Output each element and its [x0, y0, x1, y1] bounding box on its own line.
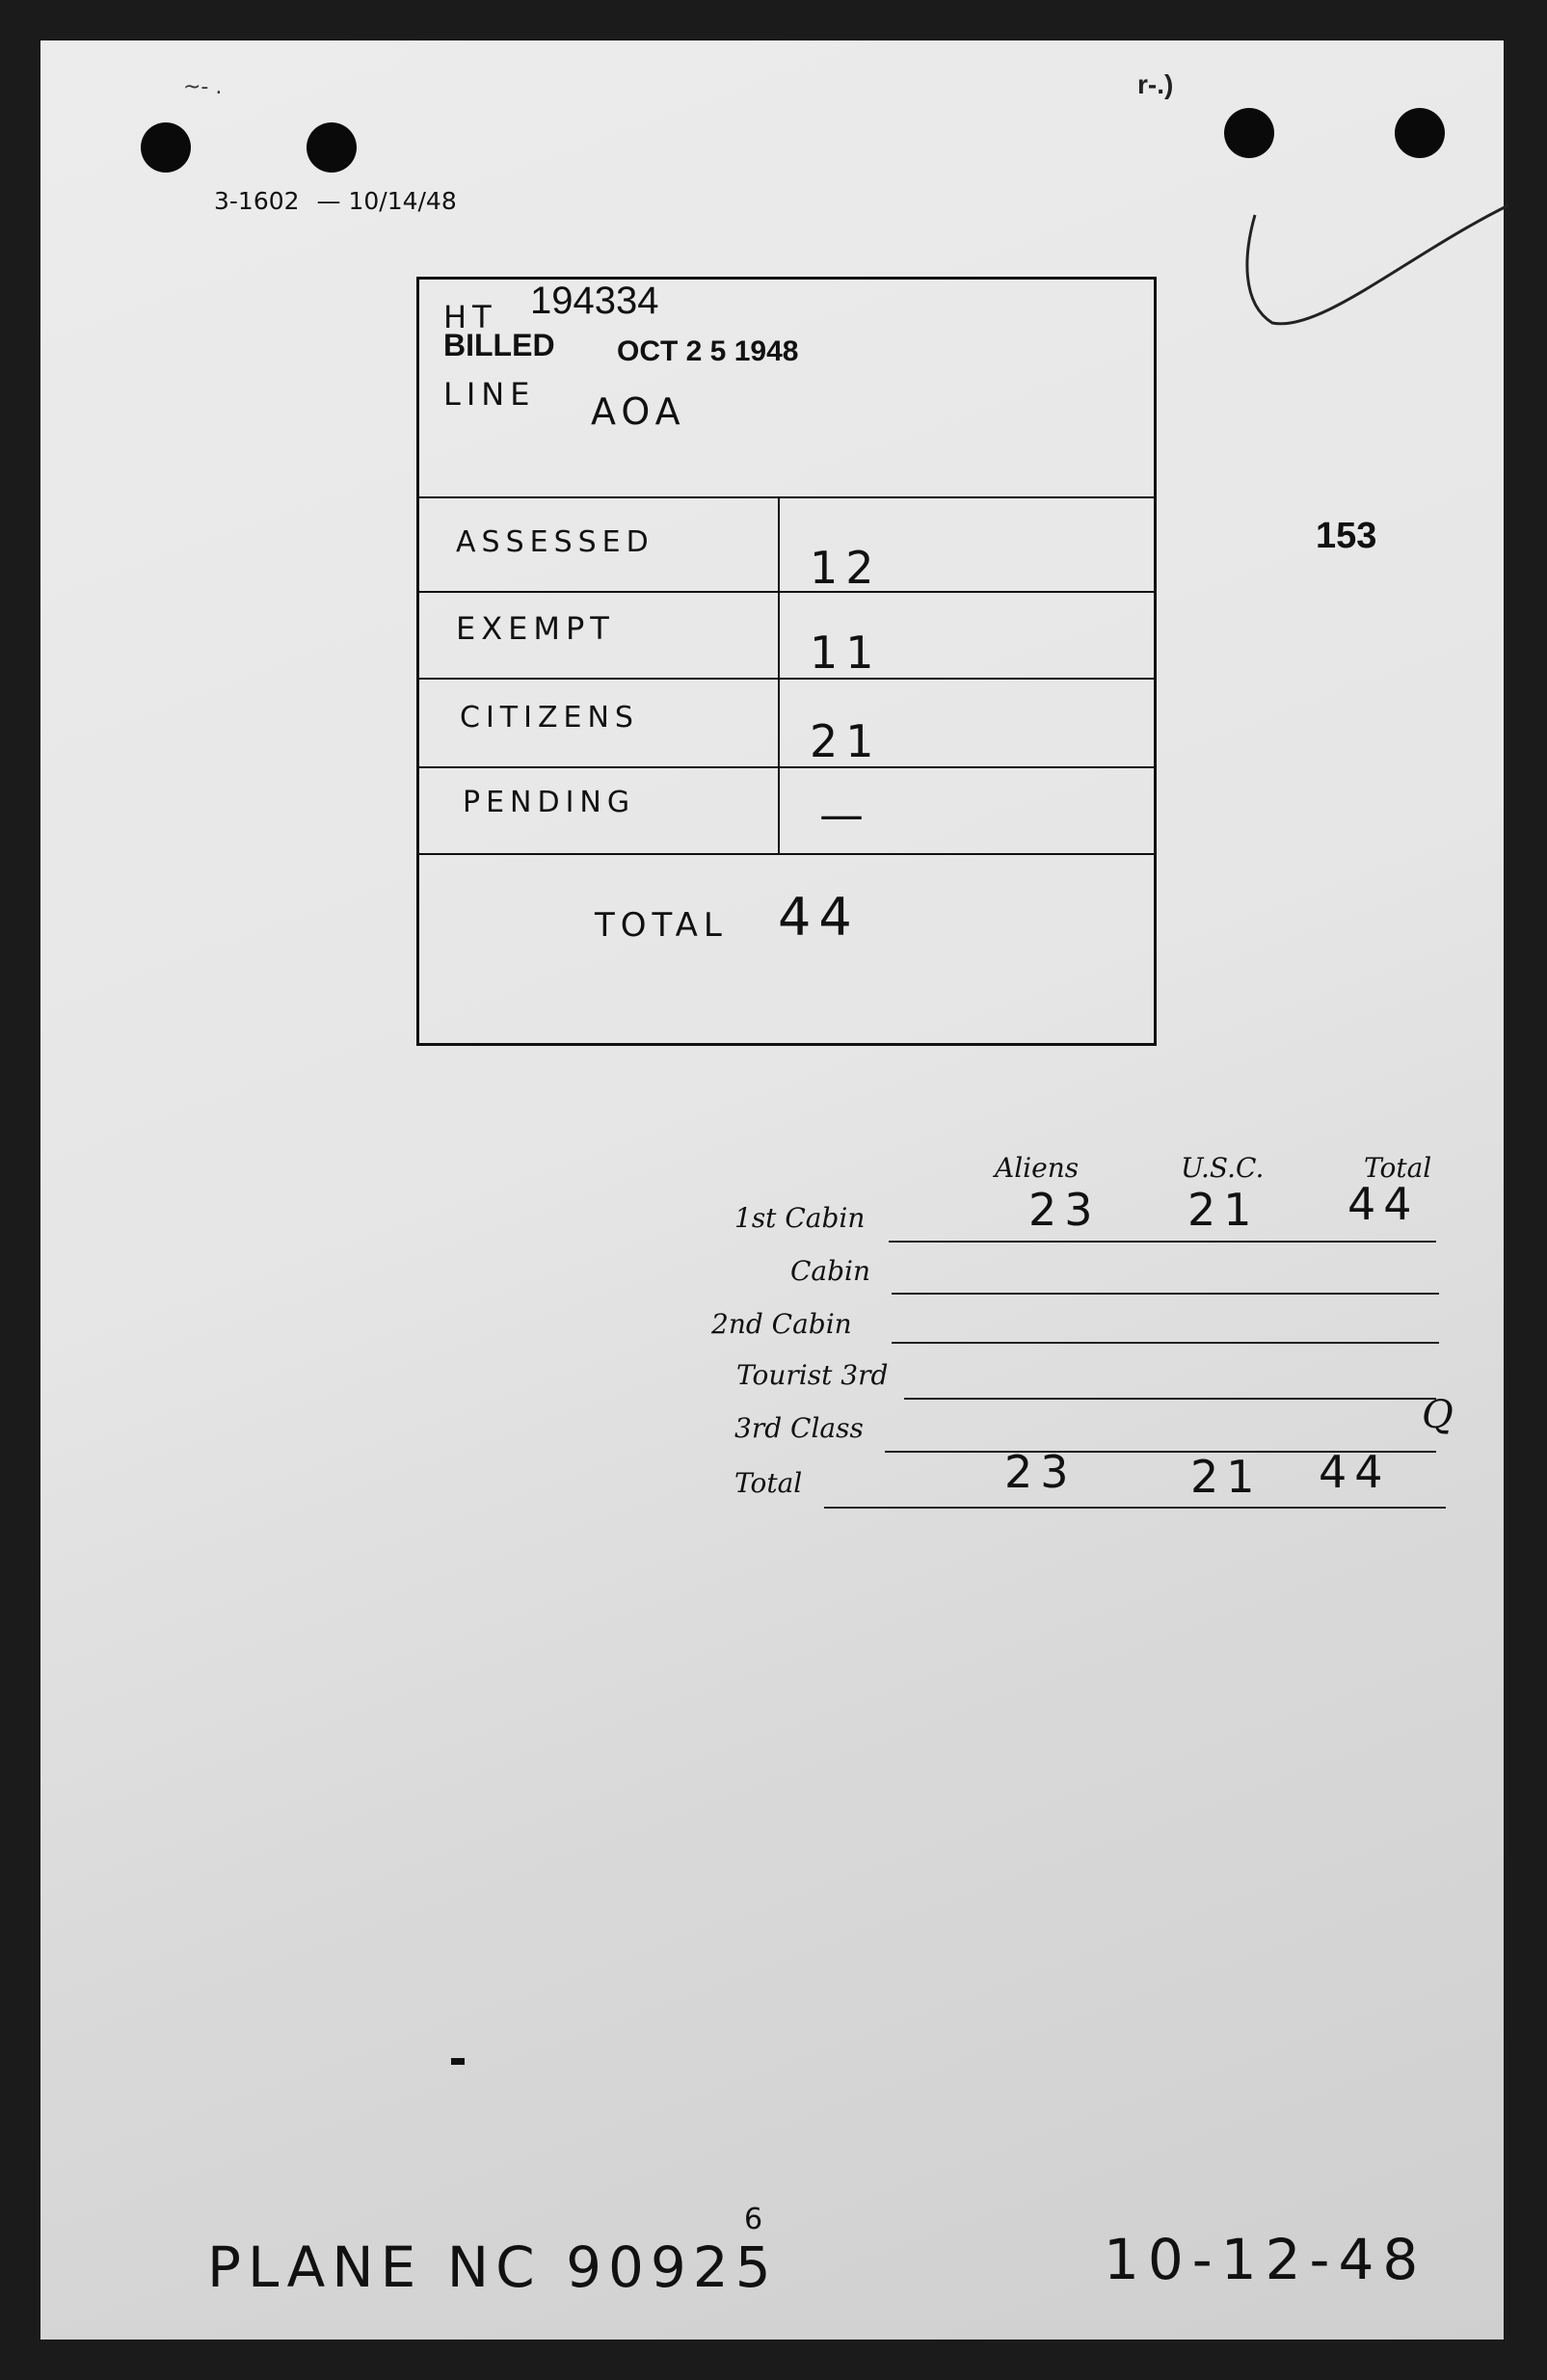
check-mark-icon: [1234, 198, 1513, 342]
billed-date-stamp: OCT 2 5 1948: [617, 335, 799, 367]
total-label: TOTAL: [595, 906, 728, 945]
row-label-cabin: Cabin: [790, 1255, 871, 1287]
ht-label: HT: [443, 299, 497, 335]
punch-hole: [1395, 108, 1445, 158]
punch-hole: [141, 122, 191, 173]
line-label: LINE: [443, 376, 536, 413]
exempt-value: 11: [810, 627, 882, 679]
ht-number: 194334: [530, 280, 659, 322]
exempt-label: EXEMPT: [456, 610, 615, 647]
row-1st-cabin-total: 44: [1347, 1178, 1420, 1230]
form-id: 3-1602: [214, 187, 300, 215]
punch-hole: [307, 122, 357, 173]
pending-label: PENDING: [463, 786, 636, 819]
citizens-value: 21: [810, 715, 882, 767]
stray-mark: [451, 2058, 465, 2065]
row-1st-cabin-aliens: 23: [1028, 1184, 1101, 1236]
row-label-2nd-cabin: 2nd Cabin: [711, 1308, 852, 1340]
row-label-total: Total: [734, 1467, 803, 1499]
row-label-3rd-class: 3rd Class: [734, 1412, 864, 1444]
line-value: AOA: [591, 390, 686, 433]
row-1st-cabin-usc: 21: [1187, 1184, 1260, 1236]
top-right-scribble: r-.): [1137, 69, 1174, 99]
plane-number: PLANE NC 90925: [207, 2234, 778, 2300]
head-tax-stamp-box: [416, 277, 1157, 1046]
row-total-aliens: 23: [1004, 1446, 1077, 1498]
assessed-label: ASSESSED: [456, 525, 654, 559]
citizens-label: CITIZENS: [460, 701, 639, 735]
top-left-scribble: ~- .: [183, 75, 223, 99]
pending-value: —: [819, 789, 871, 841]
plane-number-correction: 6: [744, 2203, 769, 2236]
header-total: Total: [1364, 1152, 1432, 1184]
row-label-1st-cabin: 1st Cabin: [734, 1202, 866, 1234]
total-value: 44: [778, 887, 860, 948]
header-usc: U.S.C.: [1181, 1152, 1265, 1184]
footer-date: 10-12-48: [1104, 2227, 1427, 2292]
assessed-value: 12: [810, 542, 882, 594]
row-label-tourist-3rd: Tourist 3rd: [736, 1359, 889, 1391]
form-number: [214, 187, 457, 215]
row-total-usc: 21: [1190, 1451, 1263, 1503]
form-date: — 10/14/48: [316, 187, 457, 215]
margin-mark: Q: [1422, 1393, 1454, 1437]
page-number: 153: [1316, 516, 1377, 556]
punch-hole: [1224, 108, 1274, 158]
header-aliens: Aliens: [995, 1152, 1080, 1184]
row-total-total: 44: [1319, 1446, 1391, 1498]
billed-label: BILLED: [443, 328, 555, 362]
